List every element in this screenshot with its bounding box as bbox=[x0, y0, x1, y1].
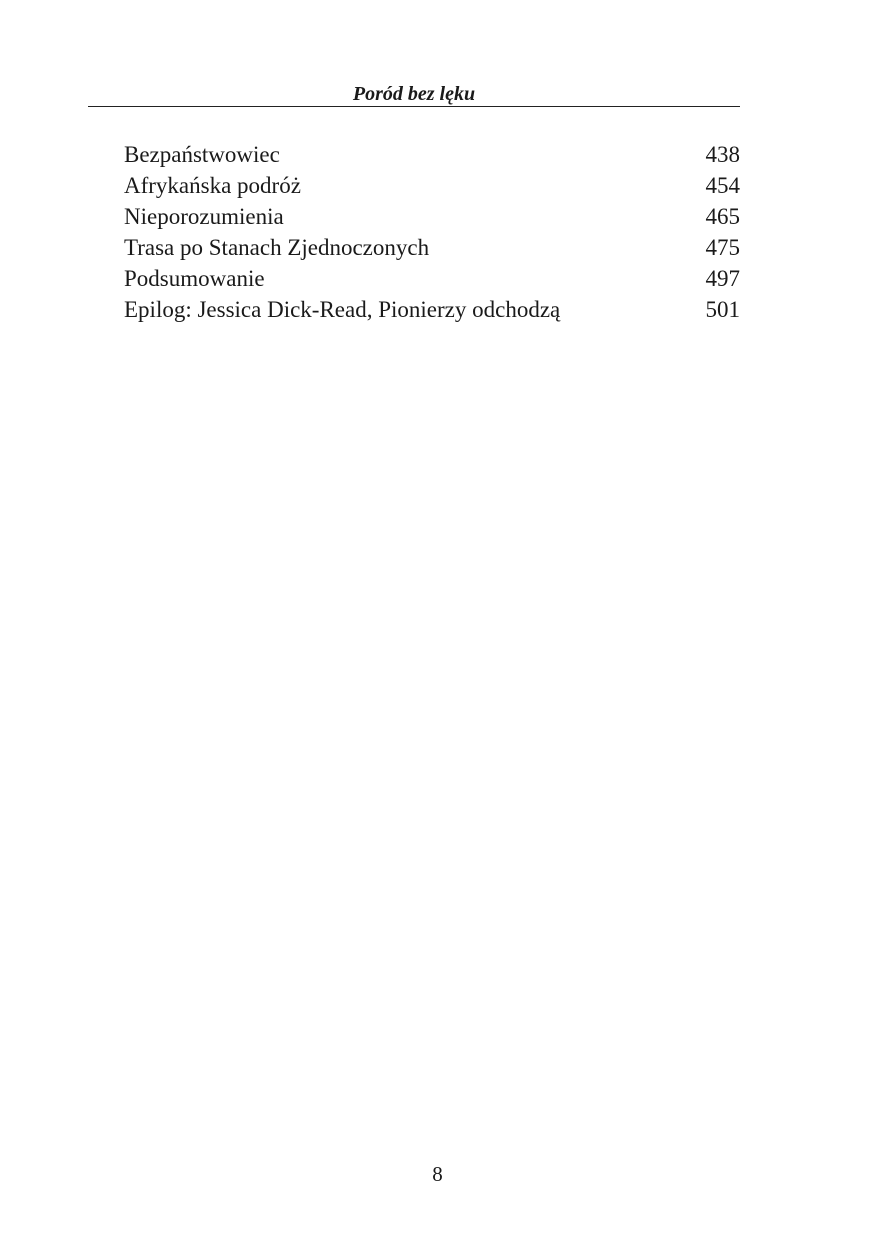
toc-entry bbox=[124, 170, 740, 201]
toc-entry-title: Trasa po Stanach Zjednoczonych bbox=[124, 235, 430, 260]
page-number: 8 bbox=[432, 1162, 443, 1186]
toc-entry-page: 475 bbox=[705, 235, 740, 260]
running-header bbox=[88, 80, 740, 107]
toc-entry bbox=[124, 232, 740, 263]
toc-entry-title: Bezpaństwowiec bbox=[124, 142, 280, 167]
toc-entry-page: 454 bbox=[705, 173, 740, 198]
toc-entry-page: 501 bbox=[705, 297, 740, 322]
toc-entry-title: Nieporozumienia bbox=[124, 204, 284, 229]
toc-entry-title: Podsumowanie bbox=[124, 266, 265, 291]
toc-entry bbox=[124, 294, 740, 325]
toc-entry-page: 465 bbox=[705, 204, 740, 229]
toc-entry bbox=[124, 139, 740, 170]
toc-entry-page: 438 bbox=[705, 142, 740, 167]
toc-entry-title: Afrykańska podróż bbox=[124, 173, 301, 198]
toc-entry-title: Epilog: Jessica Dick-Read, Pionierzy odchodzą bbox=[124, 297, 561, 322]
book-title: Poród bez lęku bbox=[352, 83, 476, 105]
toc-entry-page: 497 bbox=[705, 266, 740, 291]
table-of-contents bbox=[124, 139, 740, 325]
toc-entry bbox=[124, 263, 740, 294]
toc-entry bbox=[124, 201, 740, 232]
